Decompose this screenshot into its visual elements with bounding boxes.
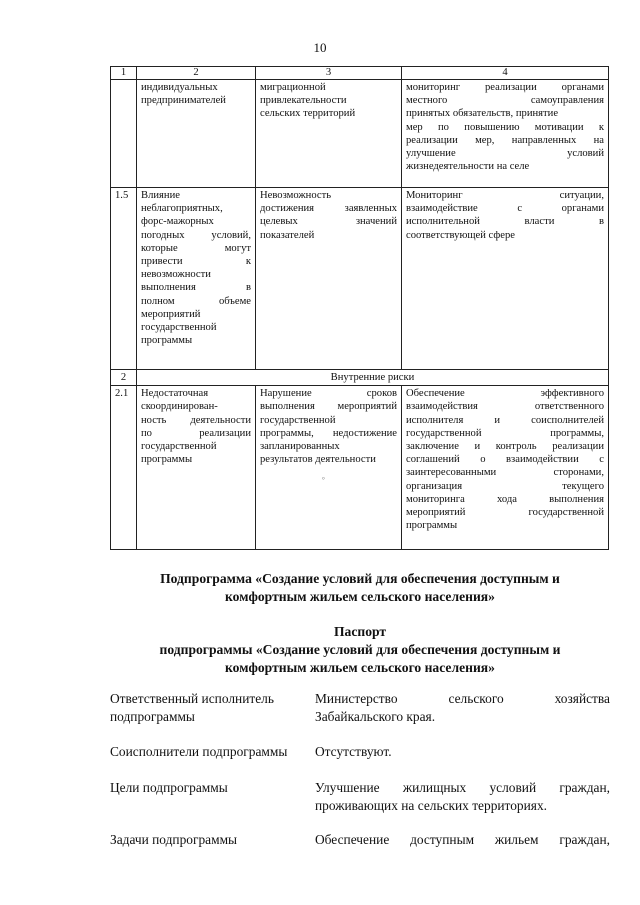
risk-consequence-cell: Невозможность достижения заявленных целевых значений показателей [256,188,402,370]
passport-value: Министерство сельского хозяйства Забайкальского края. [315,691,610,724]
risk-mitigation-cell: Обеспечение эффективного взаимодействия ответственного исполнителя и соисполнителей государственной программы, заключение и контроль реализации соглашений о взаимодействии с заинтересованными сторонами, организация текущего мониторинга хода выполнения мероприятий государственной программы [402,386,609,550]
passport-value: Обеспечение доступным жильем граждан, [315,832,610,847]
section-row [111,370,609,386]
passport-value: Отсутствуют. [315,744,392,759]
risk-mitigation-cell: Мониторинг ситуации, взаимодействие с органами исполнительной власти в соответствующей сфере [402,188,609,370]
risk-mitigation-cell: мониторинг реализации органами местного самоуправления принятых обязательств, принятие мер по повышению мотивации к реализации мер, направленных на улучшение условий жизнедеятельности на селе [402,80,609,188]
passport-label: Цели подпрограммы [110,780,228,795]
header-cell: 1 [111,67,137,80]
passport-label: Соисполнители подпрограммы [110,744,288,759]
risk-consequence-cell: Нарушение сроков выполнения мероприятий государственной программы, недостижение запланированных результатов деятельности [256,386,402,550]
header-cell: 2 [137,67,256,80]
risk-description-cell: Влияние неблагоприятных, форс-мажорных погодных условий, которые могут привести к невозможности выполнения в полном объеме мероприятий государственной программы [137,188,256,370]
table-row [111,386,609,550]
row-number-cell: 1.5 [111,188,137,370]
header-cell: 3 [256,67,402,80]
scan-mark: ° [322,476,325,484]
passport-title: Паспорт подпрограммы «Создание условий для обеспечения доступным и комфортным жильем сельского населения» [159,624,561,675]
passport-label: Ответственный исполнитель подпрограммы [110,691,274,724]
section-title-cell: Внутренние риски [137,370,609,386]
row-number-cell: 2.1 [111,386,137,550]
risk-consequence-cell: миграционной привлекательности сельских территорий [256,80,402,188]
section-number-cell: 2 [111,370,137,386]
passport-label: Задачи подпрограммы [110,832,238,847]
table-row [111,188,609,370]
page-number: 10 [313,40,327,55]
risk-table [110,66,609,550]
passport-value: Улучшение жилищных условий граждан, проживающих на сельских территориях. [315,780,610,813]
header-cell: 4 [402,67,609,80]
table-header-row [111,67,609,80]
subprogram-title: Подпрограмма «Создание условий для обеспечения доступным и комфортным жильем сельского населения» [160,571,560,604]
table-row [111,80,609,188]
row-number-cell [111,80,137,188]
risk-description-cell: Недостаточная скоординирован- ность деятельности по реализации государственной программы [137,386,256,550]
risk-description-cell: индивидуальных предпринимателей [137,80,256,188]
